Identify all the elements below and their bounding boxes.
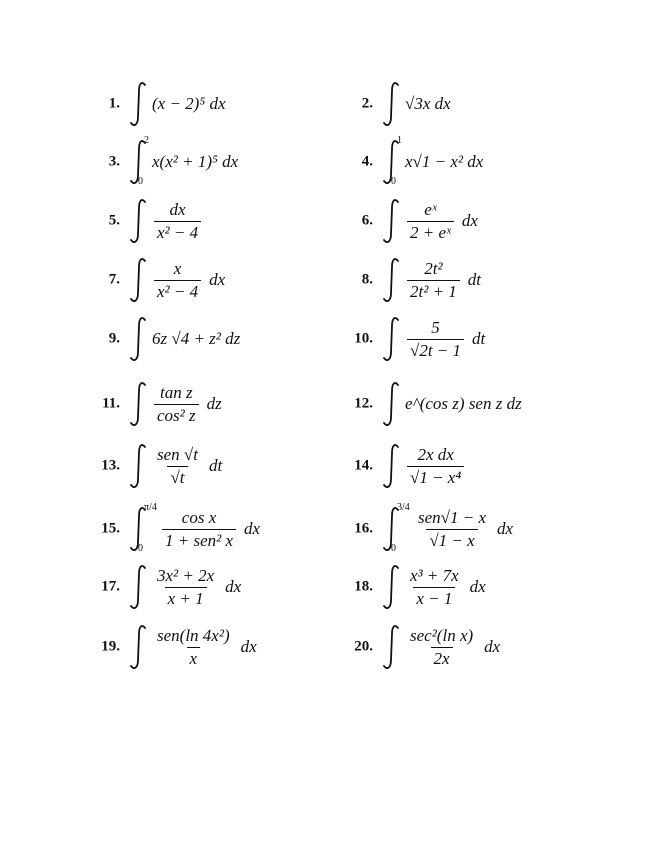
integral-sign-icon (128, 257, 150, 303)
differential: dx (484, 637, 501, 656)
fraction (154, 566, 217, 609)
integral-sign-icon (128, 316, 150, 362)
numerator: sen(ln 4x²) (157, 625, 230, 645)
integral-sign-icon (128, 381, 150, 427)
integrand: (x − 2)⁵ dx (152, 94, 226, 113)
integral-expression (381, 257, 481, 303)
problem-item (86, 437, 376, 495)
integral-sign-icon (128, 443, 150, 489)
problem-number: 12. (354, 395, 373, 412)
lower-limit: 0 (391, 176, 396, 187)
integral-expression (128, 198, 205, 244)
integral-sign-icon (128, 564, 150, 610)
problem-item (86, 75, 376, 133)
numerator: 5 (431, 317, 440, 337)
integral-expression (381, 381, 522, 427)
integral-sign-icon (381, 135, 403, 187)
problem-item (86, 558, 376, 616)
fraction (154, 445, 201, 488)
integral-expression (128, 257, 225, 303)
fraction (407, 566, 462, 609)
differential: dz (206, 394, 222, 413)
integral-sign-icon (381, 257, 403, 303)
fraction (407, 259, 460, 302)
differential: dt (472, 329, 486, 348)
integral-expression (128, 135, 239, 187)
problem-number: 13. (101, 457, 120, 474)
problem-number: 5. (108, 212, 120, 229)
problem-item (339, 251, 629, 309)
integral-expression (381, 443, 468, 489)
problem-number: 9. (108, 330, 120, 347)
integrand: √3x dx (405, 94, 451, 113)
numerator: sen√1 − x (418, 507, 487, 527)
problem-item (86, 310, 376, 368)
denominator: cos² z (154, 404, 199, 426)
problem-number: 19. (101, 638, 120, 655)
problem-item (339, 500, 629, 558)
problem-number: 6. (361, 212, 373, 229)
integral-sign-icon (381, 381, 403, 427)
integral-expression (128, 443, 222, 489)
numerator: x³ + 7x (410, 565, 459, 585)
problem-number: 8. (361, 271, 373, 288)
problem-number: 14. (354, 457, 373, 474)
integral-sign-icon (381, 81, 403, 127)
problem-item (339, 375, 629, 433)
integral-sign-icon (128, 502, 158, 554)
numerator: 2x dx (417, 444, 454, 464)
denominator: x² − 4 (154, 221, 201, 243)
integral-sign-icon (381, 564, 403, 610)
denominator: √1 − x⁴ (407, 466, 464, 488)
integrand: x√1 − x² dx (405, 152, 484, 171)
integral-expression (128, 624, 257, 670)
differential: dx (244, 519, 261, 538)
problem-item (339, 618, 629, 676)
denominator: √2t − 1 (407, 339, 464, 361)
integral-sign-icon (128, 135, 150, 187)
problem-item (86, 192, 376, 250)
problem-number: 17. (101, 578, 120, 595)
integral-sign-icon (381, 502, 411, 554)
problem-number: 3. (108, 153, 120, 170)
integral-expression (381, 316, 485, 362)
numerator: x (173, 258, 182, 278)
problem-item (339, 192, 629, 250)
problem-number: 2. (361, 95, 373, 112)
integral-sign-icon (128, 198, 150, 244)
differential: dt (467, 270, 482, 289)
problem-item (86, 375, 376, 433)
integral-expression (381, 135, 484, 187)
problem-number: 10. (354, 330, 373, 347)
denominator: 2x (431, 647, 453, 669)
problem-item (339, 437, 629, 495)
integral-sign-icon (381, 316, 403, 362)
fraction (407, 445, 464, 488)
differential: dx (461, 211, 478, 230)
problem-number: 15. (101, 520, 120, 537)
problem-item (339, 133, 629, 191)
numerator: 2t² (424, 258, 443, 278)
integral-expression (381, 502, 514, 554)
differential: dt (208, 456, 223, 475)
integral-expression (128, 316, 240, 362)
lower-limit: 0 (391, 543, 396, 554)
problem-item (339, 310, 629, 368)
lower-limit: 0 (138, 543, 143, 554)
fraction (154, 200, 201, 243)
problem-number: 7. (108, 271, 120, 288)
integral-sign-icon (381, 443, 403, 489)
differential: dx (225, 577, 242, 596)
problem-number: 11. (102, 395, 120, 412)
integral-expression (128, 502, 261, 554)
differential: dx (240, 637, 257, 656)
numerator: cos x (181, 507, 217, 527)
denominator: x² − 4 (154, 280, 201, 302)
integrand: 6z √4 + z² dz (152, 329, 241, 348)
numerator: tan z (160, 382, 193, 402)
integral-expression (128, 564, 241, 610)
upper-limit: 3/4 (397, 502, 410, 513)
upper-limit: 2 (144, 135, 149, 146)
upper-limit: 1 (397, 135, 402, 146)
numerator: dx (169, 199, 186, 219)
problem-item (339, 558, 629, 616)
fraction (407, 200, 454, 243)
problem-item (339, 75, 629, 133)
integral-sign-icon (128, 81, 150, 127)
fraction (407, 626, 476, 669)
integral-expression (128, 81, 226, 127)
fraction (154, 259, 201, 302)
integral-expression (381, 198, 478, 244)
denominator: x − 1 (413, 587, 455, 609)
denominator: √t (167, 466, 187, 488)
lower-limit: 0 (138, 176, 143, 187)
denominator: 2t² + 1 (407, 280, 460, 302)
fraction (407, 318, 464, 361)
differential: dx (469, 577, 486, 596)
integral-sign-icon (128, 624, 150, 670)
problem-item (86, 133, 376, 191)
problem-item (86, 618, 376, 676)
problem-number: 20. (354, 638, 373, 655)
problem-number: 16. (354, 520, 373, 537)
denominator: x + 1 (165, 587, 207, 609)
numerator: sen √t (157, 444, 198, 464)
numerator: 3x² + 2x (157, 565, 215, 585)
integral-expression (381, 624, 500, 670)
upper-limit: π/4 (144, 502, 157, 513)
denominator: √1 − x (426, 529, 477, 551)
problem-number: 18. (354, 578, 373, 595)
differential: dx (497, 519, 514, 538)
integral-expression (381, 564, 486, 610)
fraction (154, 626, 233, 669)
integral-sign-icon (381, 624, 403, 670)
problem-item (86, 251, 376, 309)
problem-number: 1. (108, 95, 120, 112)
integrand: e^(cos z) sen z dz (405, 394, 522, 413)
integral-expression (128, 381, 222, 427)
integrand: x(x² + 1)⁵ dx (152, 152, 239, 171)
problem-item (86, 500, 376, 558)
fraction (415, 508, 489, 551)
denominator: x (187, 647, 201, 669)
denominator: 1 + sen² x (162, 529, 236, 551)
fraction (162, 508, 236, 551)
numerator: eˣ (424, 199, 437, 219)
integral-expression (381, 81, 451, 127)
fraction (154, 383, 199, 426)
differential: dx (209, 270, 226, 289)
integral-sign-icon (381, 198, 403, 244)
numerator: sec²(ln x) (410, 625, 474, 645)
denominator: 2 + eˣ (407, 221, 454, 243)
problem-number: 4. (361, 153, 373, 170)
